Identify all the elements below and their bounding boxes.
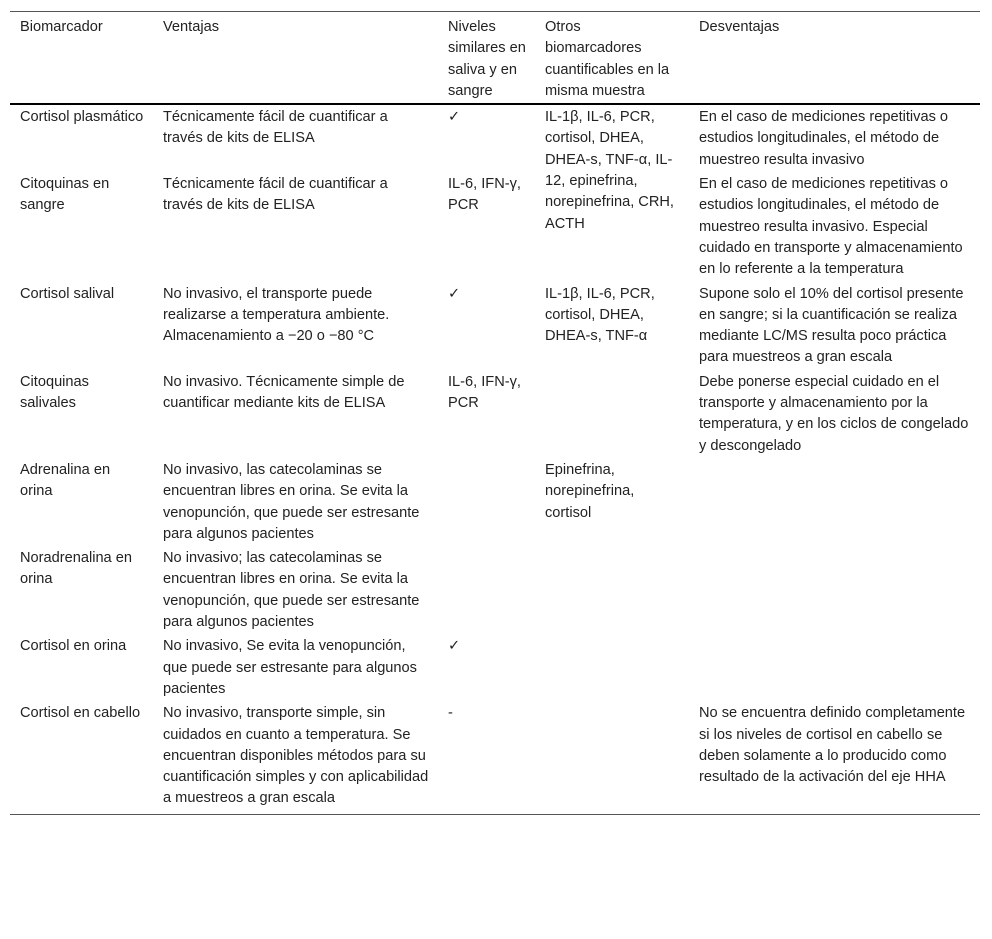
cell-desventajas: Supone solo el 10% del cortisol presente en sangre; si la cuantificación se realiza mediante LC/MS resulta poco práctica para muestreos a gran escala: [699, 285, 964, 366]
cell-desventajas: En el caso de mediciones repetitivas o estudios longitudinales, el método de muestreo resulta invasivo: [699, 109, 949, 168]
cell-ventajas: No invasivo, transporte simple, sin cuidados en cuanto a temperatura. Se encuentran disponibles métodos para su cuantificación simples y con aplicabilidad a muestreos a gran escala: [163, 705, 429, 807]
cell-ventajas: No invasivo, el transporte puede realizarse a temperatura ambiente. Almacenamiento a −20 o −80 °C: [163, 285, 390, 345]
cell-desventajas: No se encuentra definido completamente si los niveles de cortisol en cabello se deben solamente a lo producido como resultado de la activación del eje HHA: [699, 705, 966, 786]
cell-niveles: ✓: [448, 638, 461, 655]
header-ventajas: Ventajas: [163, 19, 219, 35]
cell-biomarcador: Citoquinas en sangre: [20, 176, 110, 214]
cell-niveles: IL-6, IFN-γ, PCR: [448, 373, 521, 412]
header-row: [10, 12, 980, 105]
cell-biomarcador: Cortisol en cabello: [20, 705, 141, 722]
cell-desventajas: En el caso de mediciones repetitivas o estudios longitudinales, el método de muestreo resulta invasivo. Especial cuidado en transporte y almacenamiento en lo referente a la temperatura: [699, 176, 963, 278]
cell-desventajas: Debe ponerse especial cuidado en el transporte y almacenamiento por la temperatura, y en los ciclos de congelado y descongelado: [699, 373, 969, 454]
cell-ventajas: No invasivo, las catecolaminas se encuentran libres en orina. Se evita la venopunción, que puede ser estresante para algunos pacientes: [163, 461, 420, 542]
cell-desventajas: [689, 458, 980, 701]
cell-biomarcador: Cortisol salival: [20, 285, 115, 302]
header-desventajas: Desventajas: [699, 19, 780, 35]
cell-niveles: ✓: [448, 109, 461, 126]
cell-niveles: IL-6, IFN-γ, PCR: [448, 176, 521, 214]
header-niveles: Niveles similares en saliva y en sangre: [448, 19, 526, 99]
biomarker-table: [10, 11, 980, 815]
cell-otros: Epinefrina, norepinefrina, cortisol: [545, 461, 635, 521]
table-row: [10, 104, 980, 172]
cell-niveles: [438, 458, 535, 546]
header-biomarcador: Biomarcador: [20, 19, 103, 35]
cell-otros: [535, 701, 689, 814]
cell-otros: IL-1β, IL-6, PCR, cortisol, DHEA, DHEA-s, TNF-α, IL-12, epinefrina, norepinefrina, CRH, ACTH: [545, 109, 674, 232]
cell-otros: [535, 370, 689, 458]
cell-niveles: -: [448, 705, 453, 722]
cell-niveles: ✓: [448, 285, 461, 302]
table-row: [10, 458, 980, 546]
cell-ventajas: No invasivo. Técnicamente simple de cuantificar mediante kits de ELISA: [163, 373, 405, 412]
cell-biomarcador: Cortisol plasmático: [20, 109, 144, 126]
header-otros: Otros biomarcadores cuantificables en la misma muestra: [545, 19, 670, 99]
cell-otros: IL-1β, IL-6, PCR, cortisol, DHEA, DHEA-s, TNF-α: [545, 285, 655, 345]
cell-ventajas: No invasivo, Se evita la venopunción, que puede ser estresante para algunos pacientes: [163, 638, 417, 697]
table-row: [10, 370, 980, 458]
table-row: [10, 172, 980, 281]
cell-biomarcador: Cortisol en orina: [20, 638, 127, 655]
cell-biomarcador: Noradrenalina en orina: [20, 550, 132, 588]
table-row: [10, 701, 980, 814]
cell-niveles: [438, 546, 535, 634]
cell-ventajas: No invasivo; las catecolaminas se encuentran libres en orina. Se evita la venopunción, que puede ser estresante para algunos pacientes: [163, 550, 420, 631]
table-row: [10, 282, 980, 370]
cell-ventajas: Técnicamente fácil de cuantificar a través de kits de ELISA: [163, 109, 388, 147]
cell-ventajas: Técnicamente fácil de cuantificar a través de kits de ELISA: [163, 176, 388, 214]
cell-biomarcador: Adrenalina en orina: [20, 461, 111, 500]
cell-biomarcador: Citoquinas salivales: [20, 373, 89, 412]
